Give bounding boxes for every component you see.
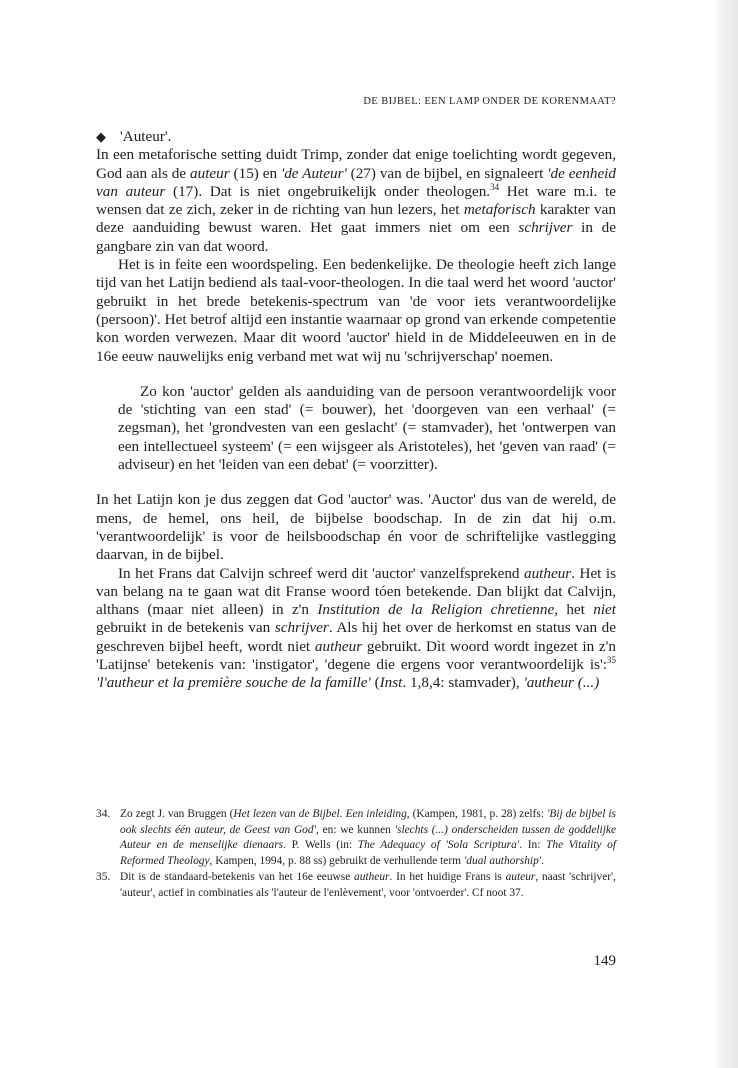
footnote-ref-35: 35 bbox=[607, 655, 616, 666]
paragraph-4: In het Frans dat Calvijn schreef werd dit 'auctor' vanzelfsprekend autheur. Het is van belang na te gaan wat dit Franse woord tóen betekende. Dan blijkt dat Calvijn, althans (maar niet alleen) in z'n Institution de la Religion chretienne, het niet gebruikt in de betekenis van schrijver. Als hij het over de herkomst en status van de geschreven bijbel heeft, wordt niet autheur gebruikt. Dìt woord wordt ingezet in z'n 'Latijnse' betekenis van: 'instigator', 'degene die ergens voor verantwoordelijk is':$^{35}$ 'l'autheur et la première souche de la famille' (Inst. 1,8,4: stamvader), 'autheur (...) bbox=[96, 564, 617, 692]
section-heading bbox=[96, 128, 616, 146]
footnote-number: 34. bbox=[96, 808, 111, 820]
footnotes bbox=[96, 807, 616, 903]
footnote-ref-34: 34 bbox=[490, 181, 500, 192]
page-number: 149 bbox=[593, 953, 616, 969]
section-heading-text: 'Auteur'. bbox=[120, 128, 172, 145]
paragraph-2: Het is in feite een woordspeling. Een bedenkelijke. De theologie heeft zich lange tijd van het Latijn bediend als taal-voor-theologen. In die taal werd het woord 'auctor' gebruikt in het brede betekenis-spectrum van 'de voor iets verantwoordelijke (persoon)'. Het betrof altijd een instantie waarnaar op grond van erkende competentie kon worden verwezen. Maar dit woord 'auctor' hield in de Middeleeuwen en in de 16e eeuw nauwelijks enig verband met wat wij nu 'schrijverschap' noemen. bbox=[96, 256, 616, 365]
page-gutter-shadow bbox=[712, 0, 738, 1068]
running-head: DE BIJBEL: EEN LAMP ONDER DE KORENMAAT? bbox=[363, 96, 616, 107]
footnote-number: 35. bbox=[96, 871, 111, 884]
paragraph-1: In een metaforische setting duidt Trimp, zonder dat enige toelichting wordt gegeven, God aan als de auteur (15) en 'de Auteur' (27) van de bijbel, en signaleert 'de eenheid van auteur (17). Dat is niet ongebruikelijk onder theologen.$^{34}$ Het ware m.i. te wensen dat ze zich, zeker in de richting van hun lezers, het metaforisch karakter van deze aanduiding bewust waren. Het gaat immers niet om een schrijver in de gangbare zin van dat woord. bbox=[96, 146, 616, 255]
body-text bbox=[96, 128, 616, 693]
diamond-bullet-icon: ◆ bbox=[96, 129, 106, 144]
footnote-34: 34. Zo zegt J. van Bruggen (Het lezen van de Bijbel. Een inleiding, (Kampen, 1981, p. 28) zelfs: 'Bij de bijbel is ook slechts één auteur, de Geest van God', en: we kunnen 'slechts (...) onderscheiden tussen de goddelijke Auteur en de menselijke dienaars. P. Wells (in: The Adequacy of 'Sola Scriptura'. In: The Vitality of Reformed Theology, Kampen, 1994, p. 88 ss) gebruikt de verhullende term 'dual authorship'. bbox=[96, 808, 617, 867]
paragraph-3: In het Latijn kon je dus zeggen dat God 'auctor' was. 'Auctor' dus van de wereld, de mens, de hemel, ons heil, de bijbelse boodschap. In de zin dat hij o.m. 'verantwoordelijk' is voor de heilsboodschap én voor de schriftelijke vastlegging daarvan, in de bijbel. bbox=[96, 491, 616, 564]
block-quote: Zo kon 'auctor' gelden als aanduiding van de persoon verantwoordelijk voor de 'stichting van een stad' (= bouwer), het 'doorgeven van een verhaal' (= zegsman), het 'grondvesten van een geslacht' (= stamvader), het 'ontwerpen van een intellectueel systeem' (= een wijsgeer als Aristoteles), het 'geven van raad' (= adviseur) en het 'leiden van een debat' (= voorzitter). bbox=[118, 382, 616, 474]
footnote-35: 35. Dit is de standaard-betekenis van het 16e eeuwse autheur. In het huidige Frans is auteur, naast 'schrijver', 'auteur', actief in combinaties als 'l'auteur de l'enlèvement', voor 'ontvoerder'. Cf noot 37. bbox=[96, 871, 616, 899]
